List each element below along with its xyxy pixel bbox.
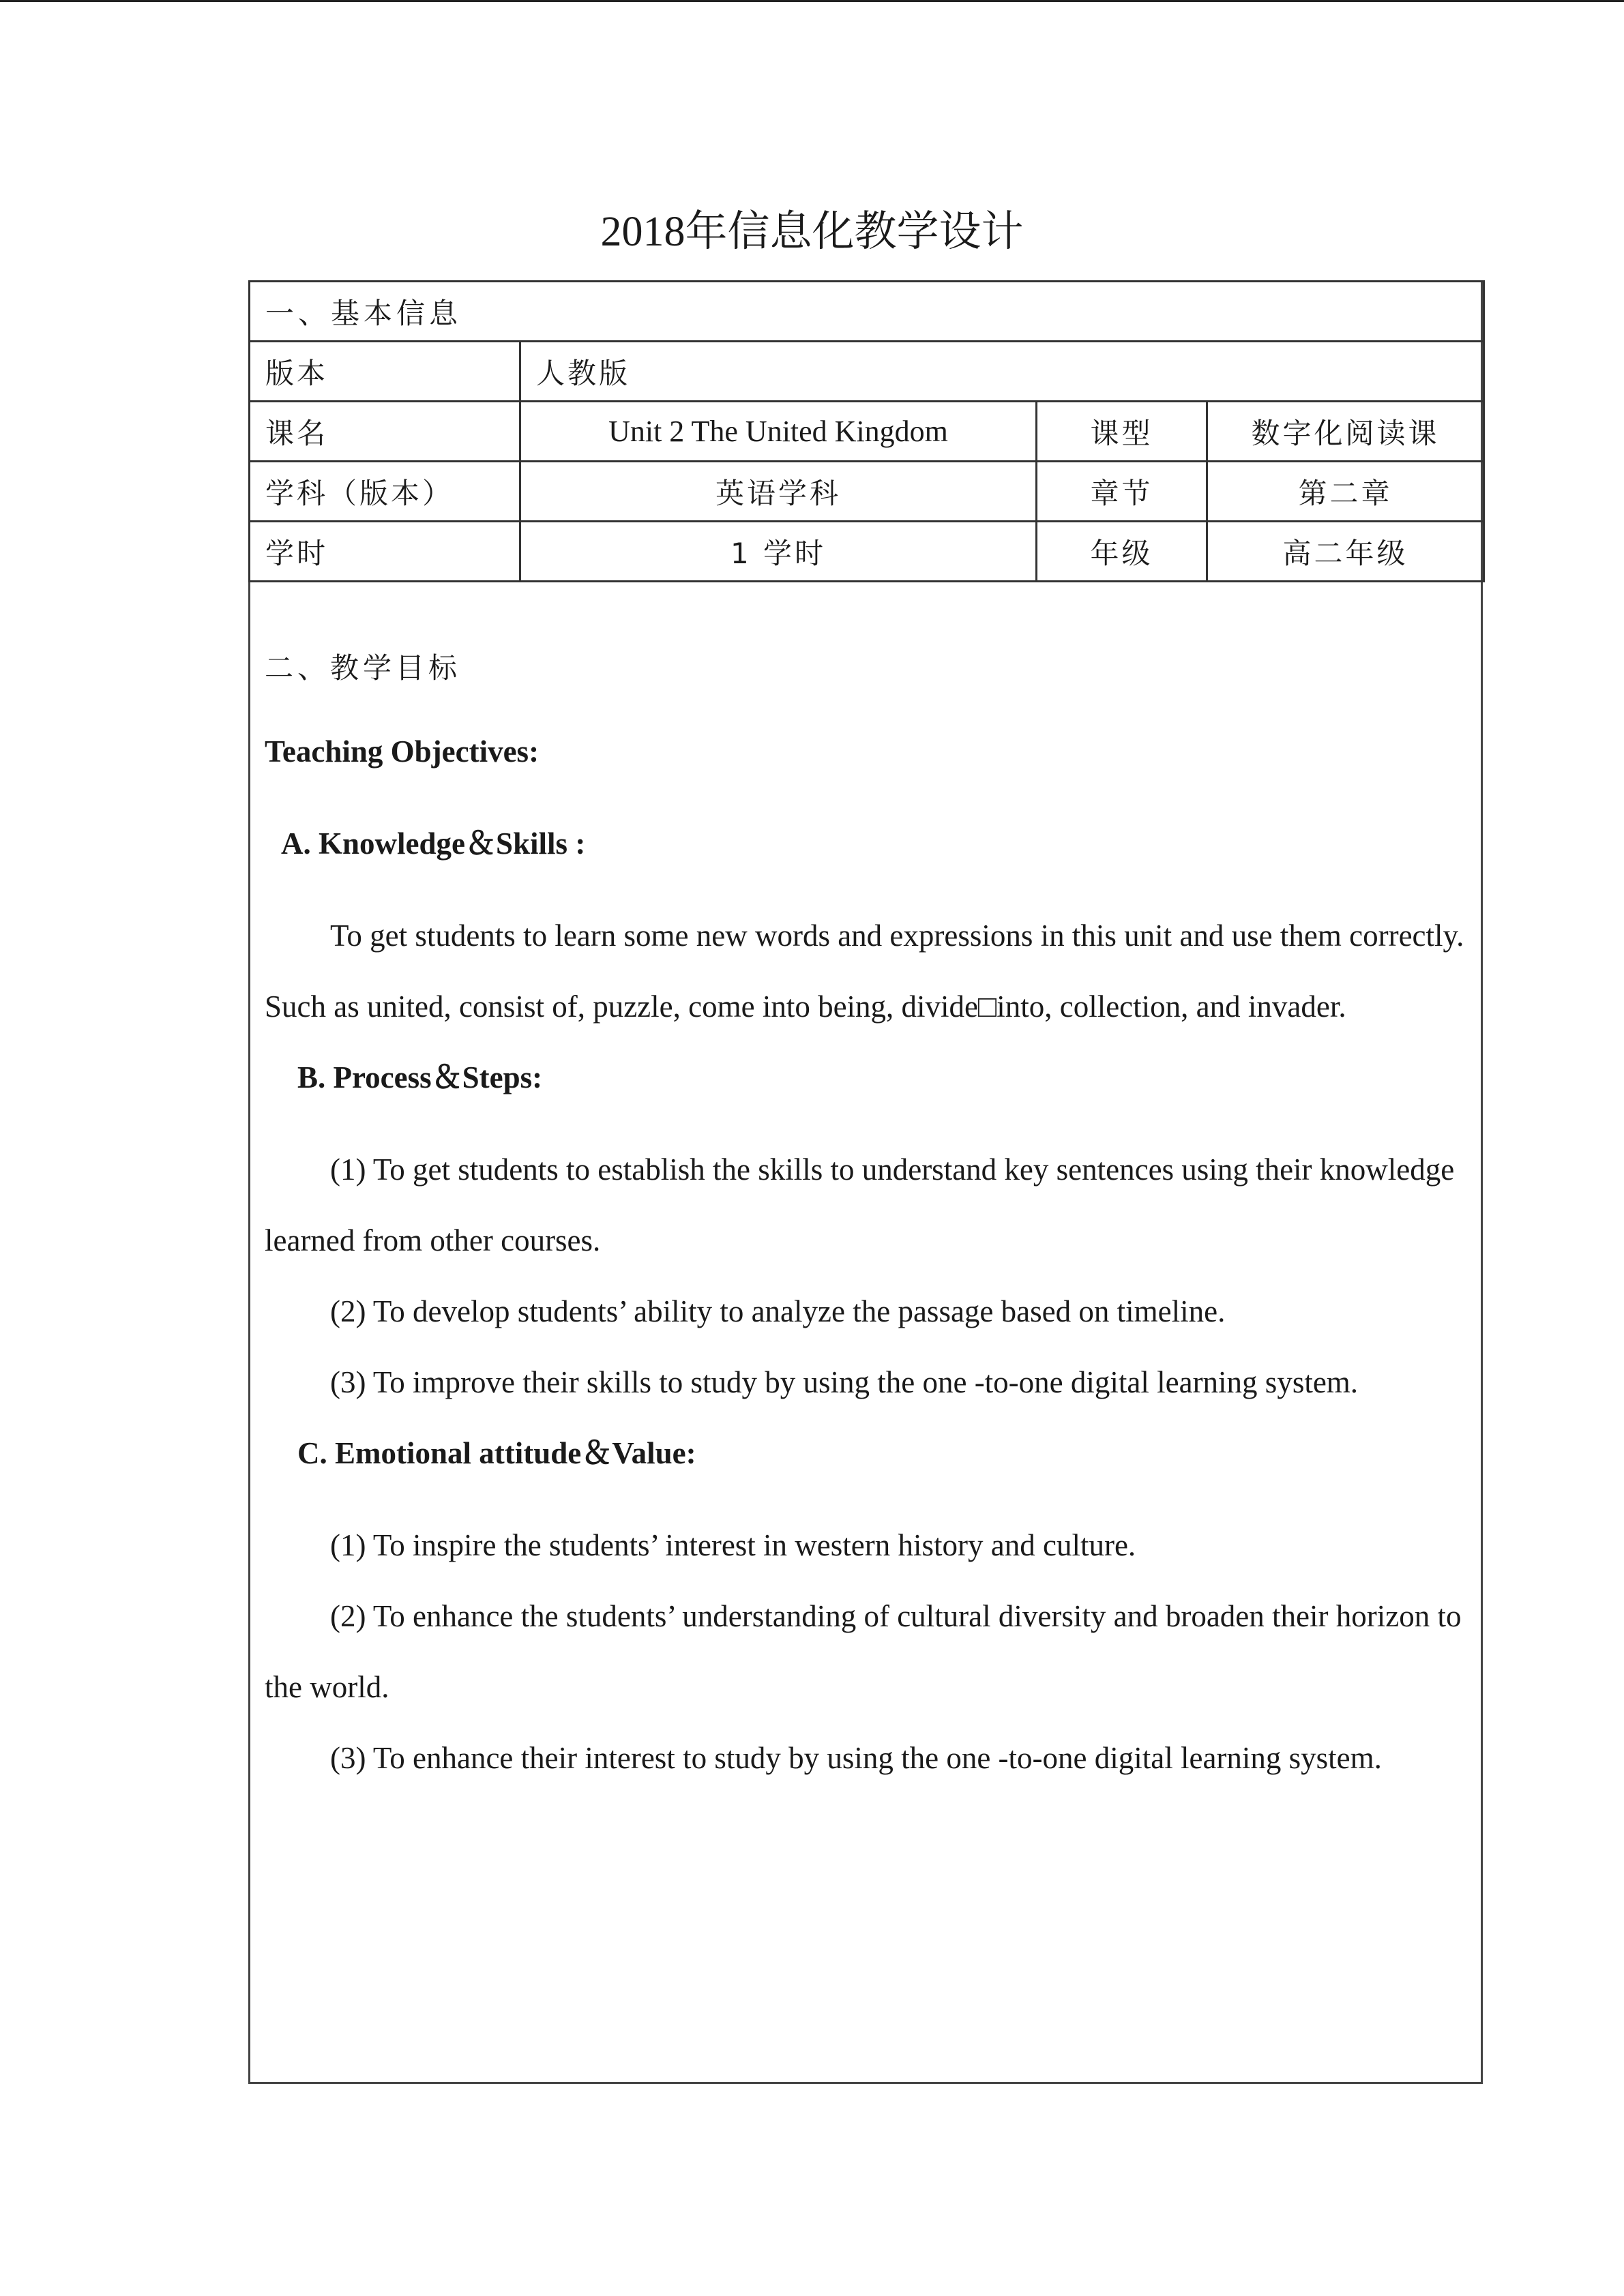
edition-value: 人教版 xyxy=(520,342,1484,402)
chapter-value: 第二章 xyxy=(1207,462,1484,522)
grade-value: 高二年级 xyxy=(1207,522,1484,582)
table-row xyxy=(250,462,1484,522)
basic-info-table xyxy=(248,280,1485,582)
chapter-label: 章节 xyxy=(1037,462,1207,522)
list-item: (2) To enhance the students’ understanding of cultural diversity and broaden their horizon to the world. xyxy=(265,1599,1462,1704)
list-item: (1) To inspire the students’ interest in western history and culture. xyxy=(330,1528,1136,1562)
edition-label: 版本 xyxy=(250,342,520,402)
table-row xyxy=(250,402,1484,462)
process-steps-heading: B. Process＆Steps: xyxy=(297,1060,543,1094)
page-top-border xyxy=(0,0,1624,2)
document-title: 2018年信息化教学设计 xyxy=(600,209,1024,255)
list-item: (2) To develop students’ ability to analyze the passage based on timeline. xyxy=(330,1294,1226,1328)
grade-label: 年级 xyxy=(1037,522,1207,582)
teaching-objectives-section xyxy=(265,651,1465,1814)
subject-value: 英语学科 xyxy=(520,462,1037,522)
emotional-attitude-heading: C. Emotional attitude＆Value: xyxy=(297,1436,696,1470)
table-row xyxy=(250,522,1484,582)
course-name-value: Unit 2 The United Kingdom xyxy=(520,402,1037,462)
objectives-section-label: 二、教学目标 xyxy=(265,651,462,685)
basic-info-section-label: 一、基本信息 xyxy=(250,282,1484,342)
list-item: (1) To get students to establish the skills to understand key sentences using their knowledge learned from other courses. xyxy=(265,1152,1455,1257)
class-hours-value: 1 学时 xyxy=(520,522,1037,582)
class-hours-label: 学时 xyxy=(250,522,520,582)
course-type-label: 课型 xyxy=(1037,402,1207,462)
subject-label: 学科（版本） xyxy=(250,462,520,522)
knowledge-skills-heading: A. Knowledge＆Skills : xyxy=(281,826,586,861)
basic-info-header-row xyxy=(250,282,1484,342)
table-row xyxy=(250,342,1484,402)
objectives-heading: Teaching Objectives: xyxy=(265,734,540,769)
list-item: (3) To enhance their interest to study by using the one -to-one digital learning system. xyxy=(330,1741,1382,1775)
list-item: (3) To improve their skills to study by using the one -to-one digital learning system. xyxy=(330,1365,1359,1399)
course-name-label: 课名 xyxy=(250,402,520,462)
knowledge-skills-text: To get students to learn some new words and expressions in this unit and use them correctly. Such as united, consist of, puzzle, come into being, divide□into, collection, and invader. xyxy=(265,919,1464,1024)
course-type-value: 数字化阅读课 xyxy=(1207,402,1484,462)
